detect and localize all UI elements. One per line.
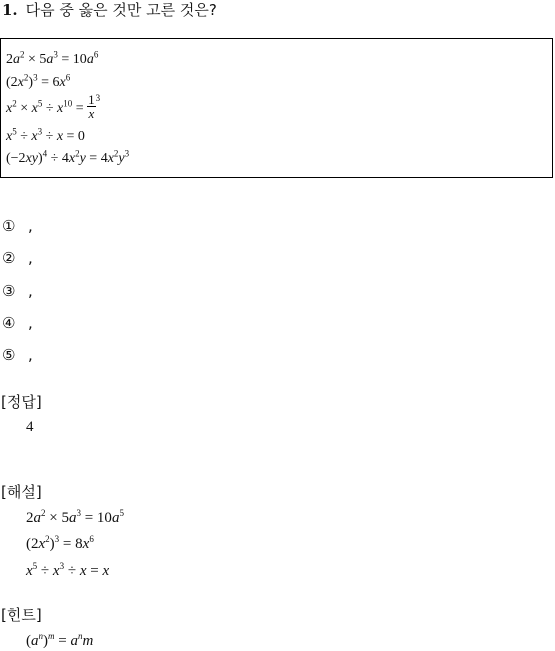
answer-value: 4	[26, 419, 34, 435]
option-marker: ④	[2, 314, 16, 332]
option-text: ,	[28, 249, 33, 267]
statement-box	[0, 38, 553, 178]
option-2[interactable]	[2, 248, 33, 268]
option-text: ,	[28, 282, 33, 300]
explanation-line-2: $(2x^2)^3 = 8x^6$	[26, 534, 94, 552]
option-4[interactable]	[2, 313, 33, 333]
hint-label: [힌트]	[1, 606, 42, 624]
hint-formula: $(a^n)^m = a^nm$	[26, 631, 94, 649]
fraction: $\frac{1}{x}$	[88, 92, 95, 121]
option-3[interactable]	[2, 281, 33, 301]
statement-4: $x^5 \div x^3 \div x = 0$	[6, 126, 85, 144]
option-marker: ①	[2, 217, 16, 235]
statement-2: $(2x^2)^3 = 6x^6$	[6, 72, 71, 90]
explanation-label: [해설]	[1, 483, 42, 501]
explanation-line-1: $2a^2 \times 5a^3 = 10a^5$	[26, 508, 124, 526]
option-text: ,	[28, 217, 33, 235]
option-5[interactable]	[2, 345, 33, 365]
option-text: ,	[28, 314, 33, 332]
question-text: 다음 중 옳은 것만 고른 것은?	[25, 1, 217, 19]
question-number: 1.	[2, 1, 18, 19]
option-1[interactable]	[2, 216, 33, 236]
option-marker: ②	[2, 249, 16, 267]
explanation-line-3: $x^5 \div x^3 \div x = x$	[26, 561, 110, 579]
option-marker: ⑤	[2, 346, 16, 364]
option-text: ,	[28, 346, 33, 364]
question-title	[2, 0, 217, 20]
option-marker: ③	[2, 282, 16, 300]
statement-1: $2a^2 \times 5a^3 = 10a^6$	[6, 49, 99, 67]
statement-3: $x^2 \times x^5 \div x^{10}$ = $\frac{1}{x}$ $^3$	[6, 92, 101, 121]
statement-5: $(-2xy)^4 \div 4x^2y = 4x^2y^3$	[6, 148, 130, 166]
answer-label: [정답]	[1, 393, 42, 411]
